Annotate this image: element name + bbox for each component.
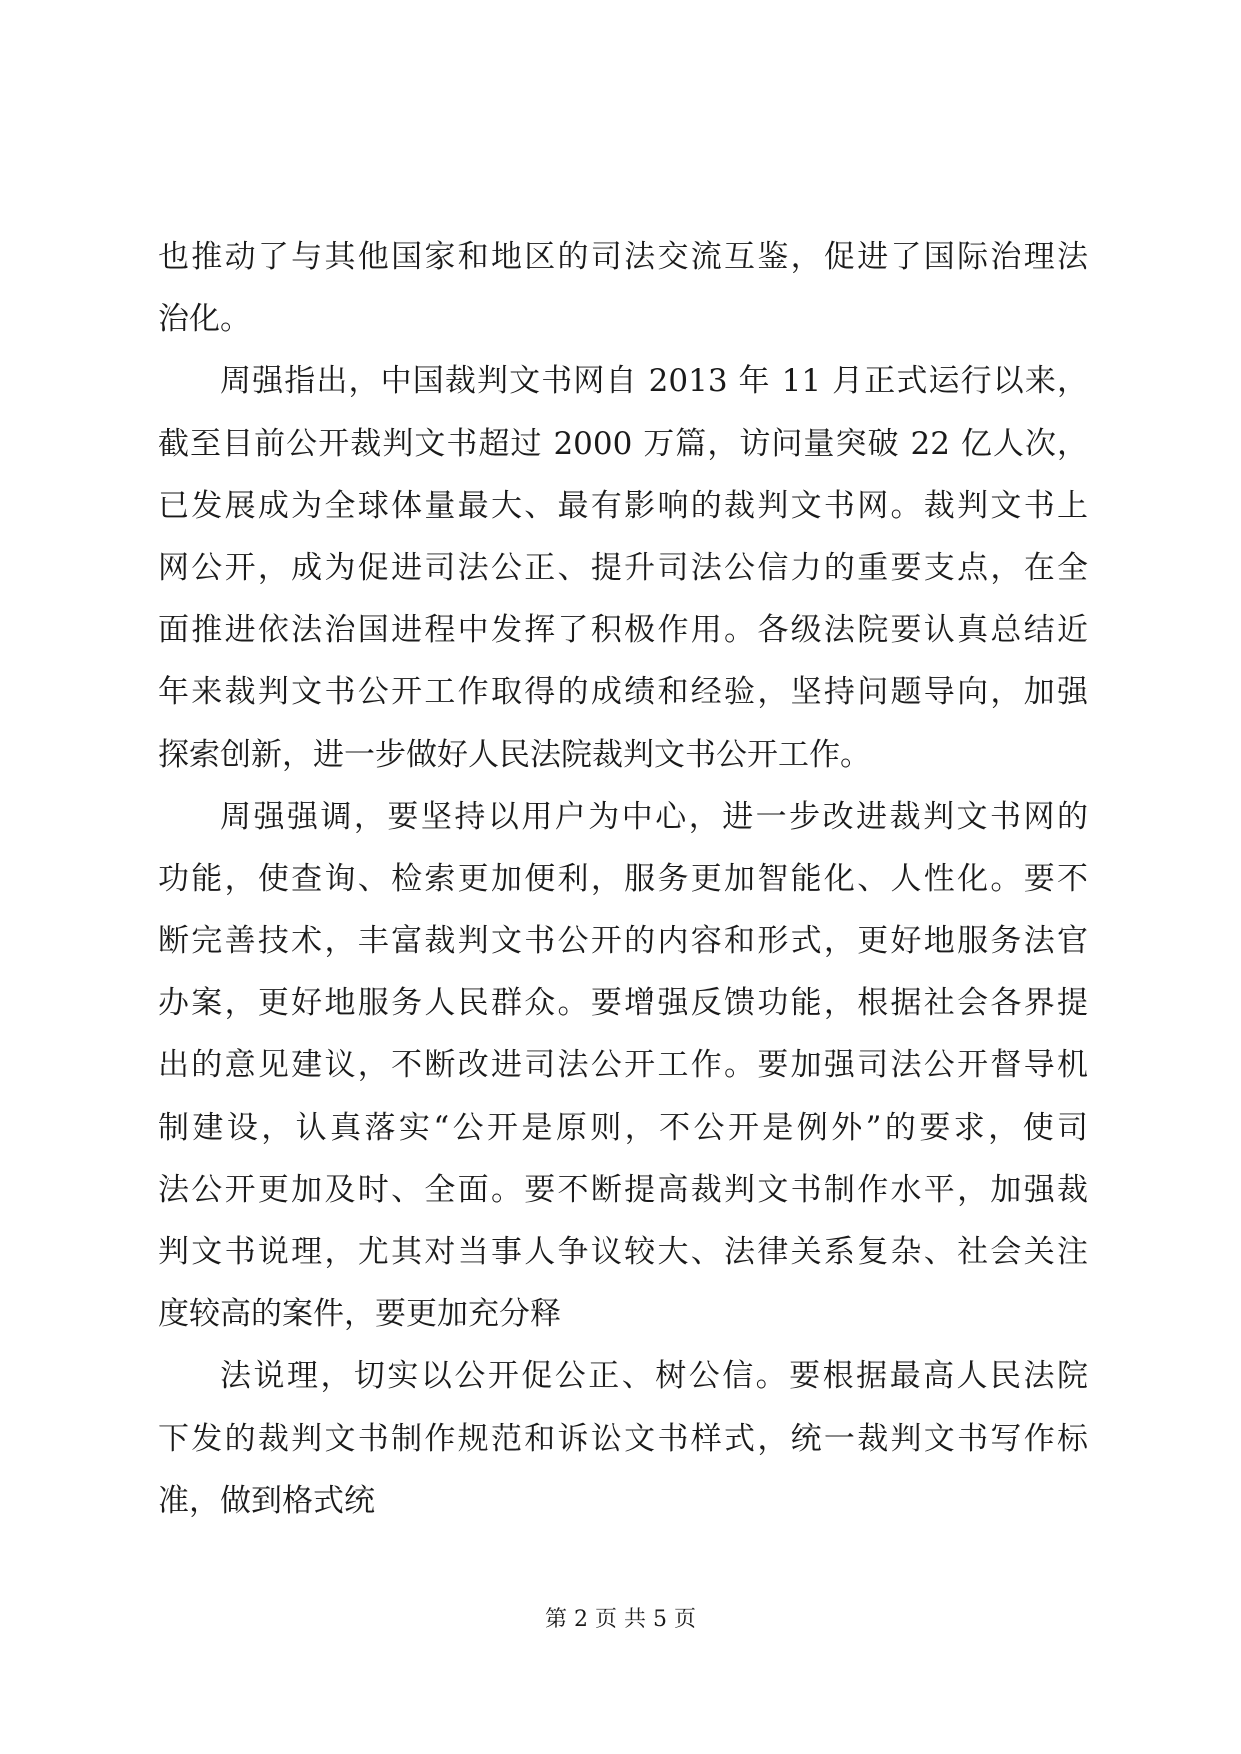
text-line: 探索创新，进一步做好人民法院裁判文书公开工作。 <box>158 736 871 773</box>
text-line: 办案，更好地服务人民群众。要增强反馈功能，根据社会各界提 <box>158 985 1088 1022</box>
paragraph-start-line: 周强强调，要坚持以用户为中心，进一步改进裁判文书网的 <box>220 798 1088 835</box>
text-line: 判文书说理，尤其对当事人争议较大、法律关系复杂、社会关注 <box>158 1234 1088 1270</box>
page-number-footer: 第 2 页 共 5 页 <box>545 1607 696 1632</box>
text-line: 度较高的案件，要更加充分释 <box>158 1296 561 1333</box>
text-line: 截至目前公开裁判文书超过 2000 万篇，访问量突破 22 亿人次， <box>158 425 1088 462</box>
text-line: 法公开更加及时、全面。要不断提高裁判文书制作水平，加强裁 <box>158 1171 1088 1208</box>
text-line: 制建设，认真落实“公开是原则，不公开是例外”的要求，使司 <box>158 1109 1088 1146</box>
text-line: 下发的裁判文书制作规范和诉讼文书样式，统一裁判文书写作标 <box>158 1420 1088 1457</box>
text-line: 面推进依法治国进程中发挥了积极作用。各级法院要认真总结近 <box>158 612 1088 649</box>
text-line: 功能，使查询、检索更加便利，服务更加智能化、人性化。要不 <box>158 860 1088 897</box>
paragraph-start-line: 法说理，切实以公开促公正、树公信。要根据最高人民法院 <box>220 1358 1088 1395</box>
text-line: 出的意见建议，不断改进司法公开工作。要加强司法公开督导机 <box>158 1047 1088 1084</box>
text-line: 准，做到格式统 <box>158 1482 375 1519</box>
text-line: 也推动了与其他国家和地区的司法交流互鉴，促进了国际治理法 <box>158 239 1088 275</box>
text-line: 网公开，成为促进司法公正、提升司法公信力的重要支点，在全 <box>158 549 1088 586</box>
paragraph-start-line: 周强指出，中国裁判文书网自 2013 年 11 月正式运行以来， <box>220 363 1088 400</box>
text-line: 断完善技术，丰富裁判文书公开的内容和形式，更好地服务法官 <box>158 923 1088 960</box>
text-line: 年来裁判文书公开工作取得的成绩和经验，坚持问题导向，加强 <box>158 674 1088 711</box>
document-body <box>158 226 1088 1532</box>
text-line: 已发展成为全球体量最大、最有影响的裁判文书网。裁判文书上 <box>158 487 1088 524</box>
text-line: 治化。 <box>158 301 251 338</box>
